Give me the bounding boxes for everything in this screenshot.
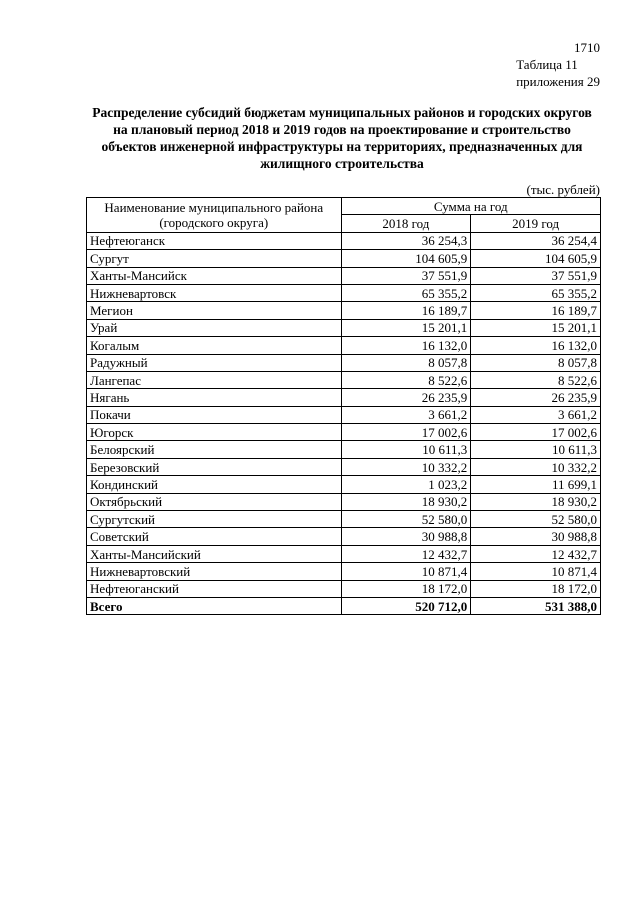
total-label: Всего: [87, 597, 342, 614]
row-value-2018: 3 661,2: [341, 406, 471, 423]
row-value-2019: 10 332,2: [471, 458, 601, 475]
row-value-2018: 30 988,8: [341, 528, 471, 545]
row-value-2019: 36 254,4: [471, 232, 601, 249]
row-value-2019: 10 871,4: [471, 563, 601, 580]
table-row: [87, 389, 601, 406]
row-value-2018: 12 432,7: [341, 545, 471, 562]
row-name: Нижневартовский: [87, 563, 342, 580]
table-row: [87, 337, 601, 354]
row-name: Октябрьский: [87, 493, 342, 510]
row-name: Кондинский: [87, 476, 342, 493]
subsidy-table: [86, 197, 601, 615]
row-value-2019: 65 355,2: [471, 284, 601, 301]
row-value-2018: 17 002,6: [341, 424, 471, 441]
row-name: Белоярский: [87, 441, 342, 458]
row-value-2018: 10 611,3: [341, 441, 471, 458]
page-number: 1710: [574, 40, 600, 55]
table-row: [87, 319, 601, 336]
document-title: Распределение субсидий бюджетам муниципальных районов и городских округов на плановый период 2018 и 2019 годов на проектирование и строительство объектов инженерной инфраструктуры на территориях, предназначенных для жилищного строительства: [92, 105, 592, 171]
table-row: [87, 545, 601, 562]
units-label: (тыс. рублей): [526, 182, 600, 197]
table-row: [87, 354, 601, 371]
row-value-2018: 18 930,2: [341, 493, 471, 510]
row-value-2019: 15 201,1: [471, 319, 601, 336]
row-name: Сургут: [87, 250, 342, 267]
row-name: Покачи: [87, 406, 342, 423]
total-value-2018: 520 712,0: [341, 597, 471, 614]
row-name: Нягань: [87, 389, 342, 406]
row-name: Мегион: [87, 302, 342, 319]
header-sum: Сумма на год: [341, 198, 600, 215]
table-header-row: [87, 198, 601, 215]
row-value-2018: 37 551,9: [341, 267, 471, 284]
row-value-2019: 30 988,8: [471, 528, 601, 545]
row-value-2018: 65 355,2: [341, 284, 471, 301]
table-row: [87, 284, 601, 301]
table-row: [87, 250, 601, 267]
row-value-2019: 12 432,7: [471, 545, 601, 562]
row-name: Радужный: [87, 354, 342, 371]
row-name: Урай: [87, 319, 342, 336]
row-value-2018: 15 201,1: [341, 319, 471, 336]
table-row: [87, 232, 601, 249]
row-value-2018: 16 189,7: [341, 302, 471, 319]
row-name: Нефтеюганск: [87, 232, 342, 249]
row-value-2019: 16 189,7: [471, 302, 601, 319]
row-name: Лангепас: [87, 371, 342, 388]
row-value-2018: 104 605,9: [341, 250, 471, 267]
table-row: [87, 580, 601, 597]
row-value-2019: 16 132,0: [471, 337, 601, 354]
row-name: Ханты-Мансийск: [87, 267, 342, 284]
row-value-2019: 8 057,8: [471, 354, 601, 371]
header-2019: 2019 год: [471, 215, 601, 232]
row-name: Нижневартовск: [87, 284, 342, 301]
row-value-2019: 37 551,9: [471, 267, 601, 284]
row-name: Сургутский: [87, 511, 342, 528]
row-name: Когалым: [87, 337, 342, 354]
table-row: [87, 302, 601, 319]
row-value-2019: 17 002,6: [471, 424, 601, 441]
header-2018: 2018 год: [341, 215, 471, 232]
row-value-2019: 3 661,2: [471, 406, 601, 423]
row-value-2019: 11 699,1: [471, 476, 601, 493]
table-row: [87, 563, 601, 580]
table-row: [87, 458, 601, 475]
row-value-2019: 18 930,2: [471, 493, 601, 510]
row-value-2018: 1 023,2: [341, 476, 471, 493]
total-row: [87, 597, 601, 614]
row-value-2019: 104 605,9: [471, 250, 601, 267]
table-row: [87, 441, 601, 458]
table-row: [87, 528, 601, 545]
row-value-2019: 8 522,6: [471, 371, 601, 388]
header-municipality: [87, 198, 342, 233]
row-name: Югорск: [87, 424, 342, 441]
header-municipality-line1: Наименование муниципального района: [104, 199, 324, 215]
row-name: Советский: [87, 528, 342, 545]
row-name: Ханты-Мансийский: [87, 545, 342, 562]
row-value-2019: 52 580,0: [471, 511, 601, 528]
row-value-2018: 10 332,2: [341, 458, 471, 475]
row-value-2018: 16 132,0: [341, 337, 471, 354]
row-value-2018: 52 580,0: [341, 511, 471, 528]
table-row: [87, 267, 601, 284]
row-name: Березовский: [87, 458, 342, 475]
row-value-2018: 10 871,4: [341, 563, 471, 580]
row-value-2018: 26 235,9: [341, 389, 471, 406]
table-row: [87, 371, 601, 388]
row-value-2018: 18 172,0: [341, 580, 471, 597]
header-municipality-line2: (городского округа): [159, 214, 269, 230]
table-row: [87, 476, 601, 493]
table-row: [87, 406, 601, 423]
row-value-2018: 8 522,6: [341, 371, 471, 388]
table-row: [87, 493, 601, 510]
row-value-2018: 8 057,8: [341, 354, 471, 371]
row-value-2019: 26 235,9: [471, 389, 601, 406]
total-value-2019: 531 388,0: [471, 597, 601, 614]
row-value-2018: 36 254,3: [341, 232, 471, 249]
appendix-label: приложения 29: [516, 74, 600, 89]
table-reference: [516, 56, 600, 90]
row-value-2019: 18 172,0: [471, 580, 601, 597]
row-name: Нефтеюганский: [87, 580, 342, 597]
row-value-2019: 10 611,3: [471, 441, 601, 458]
table-body: [87, 232, 601, 615]
table-label: Таблица 11: [516, 57, 578, 72]
table-row: [87, 424, 601, 441]
table-row: [87, 511, 601, 528]
